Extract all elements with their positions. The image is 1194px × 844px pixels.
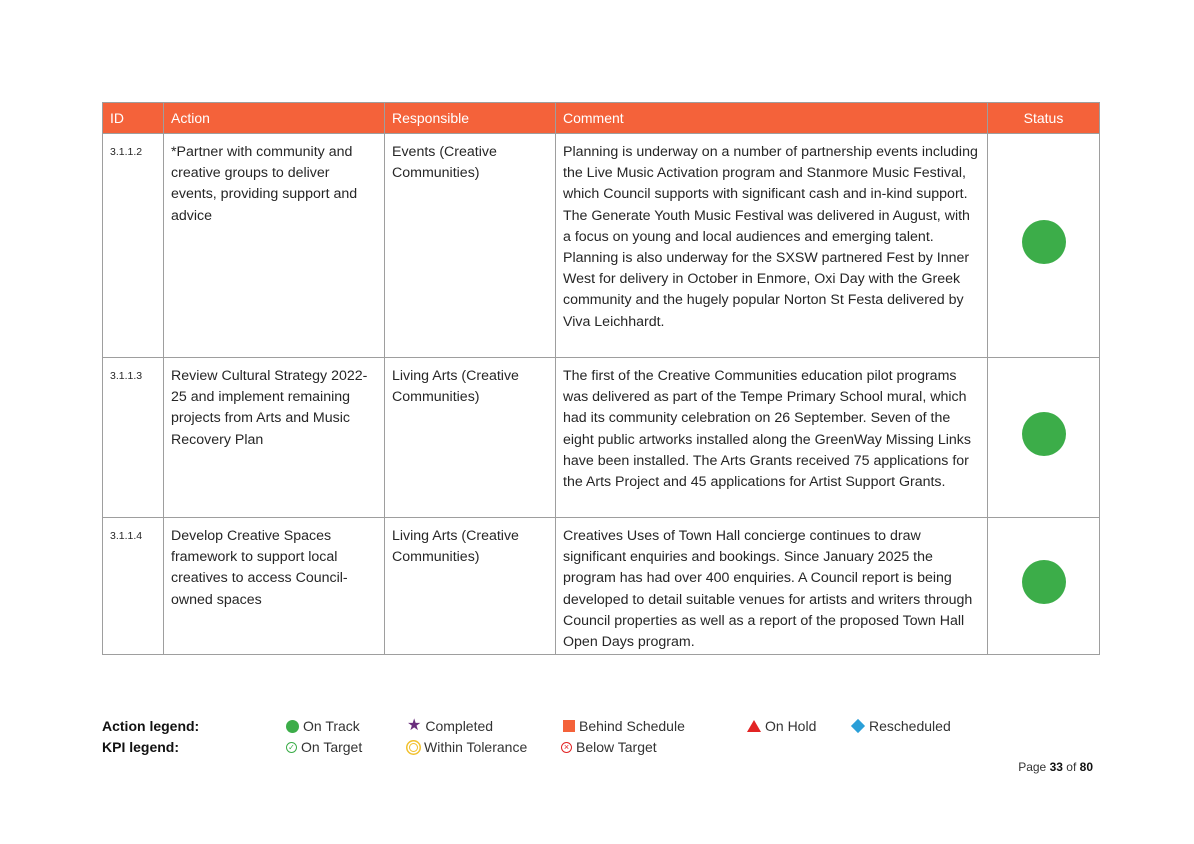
header-status: Status — [988, 103, 1100, 134]
purple-star-icon: ★ — [407, 717, 422, 735]
legend-label: Behind Schedule — [579, 718, 685, 734]
legend-on-hold — [747, 718, 816, 734]
legend — [102, 716, 1102, 758]
header-responsible: Responsible — [385, 103, 556, 134]
kpi-legend-title: KPI legend: — [102, 739, 180, 755]
legend-label: On Target — [301, 739, 363, 755]
row-responsible: Events (Creative Communities) — [385, 134, 556, 358]
row-responsible: Living Arts (Creative Communities) — [385, 518, 556, 655]
row-id: 3.1.1.3 — [103, 358, 164, 518]
header-action: Action — [164, 103, 385, 134]
legend-within-tolerance — [407, 739, 527, 755]
row-status — [988, 134, 1100, 358]
row-responsible: Living Arts (Creative Communities) — [385, 358, 556, 518]
page-current: 33 — [1049, 760, 1063, 774]
page-prefix: Page — [1018, 760, 1047, 774]
on-track-status-icon — [1022, 560, 1066, 604]
row-comment: The first of the Creative Communities education pilot programs was delivered as part of the Tempe Primary School mural, which had its community celebration on 26 September. Seven of the eight public artworks installed along the GreenWay Missing Links have been installed. The Arts Grants received 75 applications for the Arts Project and 45 applications for Artist Support Grants. — [556, 358, 988, 518]
legend-on-target — [286, 739, 362, 755]
row-comment: Planning is underway on a number of partnership events including the Live Music Activation program and Stanmore Music Festival, which Council supports with significant cash and in-kind support. The Generate Youth Music Festival was delivered in August, with a focus on young and local audiences and emerging talent. Planning is also underway for the SXSW partnered Fest by Inner West for delivery in October in Enmore, Oxi Day with the Greek community and the hugely popular Norton St Festa delivered by Viva Leichhardt. — [556, 134, 988, 358]
page-total: 80 — [1079, 760, 1093, 774]
legend-label: On Track — [303, 718, 360, 734]
row-status — [988, 358, 1100, 518]
legend-label: Completed — [425, 718, 494, 734]
table-row — [103, 134, 1100, 358]
legend-label: Rescheduled — [869, 718, 951, 734]
legend-behind-schedule — [563, 718, 685, 734]
legend-label: Within Tolerance — [424, 739, 528, 755]
legend-below-target — [561, 739, 657, 755]
table-header-row — [103, 103, 1100, 134]
yellow-target-icon — [409, 743, 418, 752]
row-action: Develop Creative Spaces framework to support local creatives to access Council-owned spaces — [164, 518, 385, 655]
action-table — [102, 102, 1100, 655]
green-circle-icon — [286, 720, 299, 733]
table-row — [103, 518, 1100, 655]
row-action: *Partner with community and creative groups to deliver events, providing support and advice — [164, 134, 385, 358]
on-track-status-icon — [1022, 412, 1066, 456]
page-number — [1018, 760, 1093, 774]
on-track-status-icon — [1022, 220, 1066, 264]
row-action: Review Cultural Strategy 2022-25 and implement remaining projects from Arts and Music Recovery Plan — [164, 358, 385, 518]
legend-on-track — [286, 718, 360, 734]
action-legend — [102, 716, 1102, 737]
legend-rescheduled — [851, 718, 951, 734]
row-id: 3.1.1.2 — [103, 134, 164, 358]
row-comment: Creatives Uses of Town Hall concierge continues to draw significant enquiries and bookings. Since January 2025 the program has had over 400 enquiries. A Council report is being developed to detail suitable venues for artists and writers through Council properties as well as a report of the proposed Town Hall Open Days program. — [556, 518, 988, 655]
kpi-legend — [102, 737, 1102, 758]
legend-label: Below Target — [576, 739, 657, 755]
page-of: of — [1066, 760, 1077, 774]
orange-square-icon — [563, 720, 575, 732]
action-legend-title: Action legend: — [102, 718, 200, 734]
red-triangle-icon — [747, 720, 761, 732]
header-id: ID — [103, 103, 164, 134]
green-check-circle-icon: ✓ — [286, 742, 297, 753]
legend-completed — [407, 718, 493, 734]
red-cross-circle-icon: × — [561, 742, 572, 753]
header-comment: Comment — [556, 103, 988, 134]
row-id: 3.1.1.4 — [103, 518, 164, 655]
legend-label: On Hold — [765, 718, 817, 734]
blue-diamond-icon — [851, 719, 865, 733]
table-row — [103, 358, 1100, 518]
row-status — [988, 518, 1100, 655]
